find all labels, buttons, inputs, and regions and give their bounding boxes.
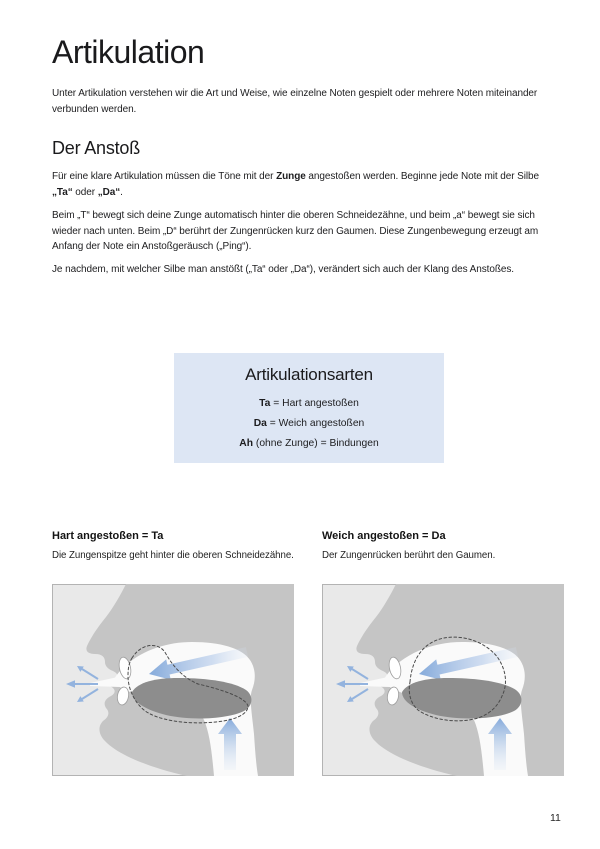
- diagram-base: [53, 584, 295, 776]
- info-box-row: [174, 434, 444, 454]
- intro-paragraph: [52, 86, 537, 117]
- paragraph-line: [52, 185, 539, 201]
- articulation-types-box: [174, 353, 444, 463]
- text-run: Für eine klare Artikulation müssen die Töne mit der: [52, 171, 277, 182]
- figure-caption-hart: Die Zungenspitze geht hinter die oberen Schneidezähne.: [52, 550, 294, 561]
- paragraph-line: Anfang der Note ein Anstoßgeräusch („Ping“).: [52, 241, 252, 252]
- syllable-term: Ah: [239, 438, 254, 449]
- paragraph-beim-t: [52, 208, 538, 255]
- info-box-row: [174, 414, 444, 434]
- bold-term-zunge: Zunge: [276, 171, 306, 182]
- paragraph-line: wieder nach unten. Beim „D“ berührt der Zungenrücken kurz den Gaumen. Diese Zungenbewegung erzeugt am: [52, 225, 539, 237]
- paragraph-fuer-eine-klare: [52, 169, 539, 200]
- text-run: angestoßen werden. Beginne jede Note mit der Silbe: [305, 171, 540, 182]
- paragraph-line: [52, 169, 539, 185]
- syllable-term: Da: [253, 418, 267, 429]
- intro-line-1: Unter Artikulation verstehen wir die Art und Weise, wie einzelne Noten gespielt oder mehrere Noten miteinander: [52, 88, 538, 99]
- info-box-row: [174, 394, 444, 414]
- mouth-diagram-da-svg: [322, 584, 564, 776]
- mouth-diagram-da: [322, 584, 564, 776]
- info-box-rows: [174, 394, 444, 454]
- page-number: 11: [550, 812, 561, 824]
- paragraph-line: Beim „T“ bewegt sich deine Zunge automatisch hinter die oberen Schneidezähne, und beim „a“ bewegt sie sich: [52, 210, 535, 221]
- bold-term-ta: „Ta“: [52, 186, 73, 198]
- mouth-diagram-ta: [52, 584, 294, 776]
- text-run: .: [120, 186, 123, 198]
- intro-line-2: verbunden werden.: [52, 103, 137, 115]
- paragraph-line: Je nachdem, mit welcher Silbe man anstößt („Ta“ oder „Da“), verändert sich auch der Klang des Anstoßes.: [52, 264, 514, 275]
- syllable-definition: = Hart angestoßen: [270, 398, 359, 409]
- mouth-diagram-ta-svg: [52, 584, 294, 776]
- bold-term-da: „Da“: [97, 186, 121, 198]
- page-title: Artikulation: [52, 34, 205, 70]
- syllable-definition: (ohne Zunge) = Bindungen: [253, 438, 379, 449]
- paragraph-je-nachdem: [52, 262, 514, 278]
- figure-caption-weich: Der Zungenrücken berührt den Gaumen.: [322, 550, 496, 561]
- figure-heading-weich: Weich angestoßen = Da: [322, 530, 446, 542]
- section-heading-anstoss: Der Anstoß: [52, 138, 141, 158]
- figure-heading-hart: Hart angestoßen = Ta: [52, 530, 164, 542]
- syllable-term: Ta: [259, 398, 271, 409]
- syllable-definition: = Weich angestoßen: [266, 418, 365, 429]
- text-run: oder: [72, 186, 98, 198]
- diagram-base: [323, 584, 565, 776]
- info-box-title: Artikulationsarten: [245, 365, 373, 384]
